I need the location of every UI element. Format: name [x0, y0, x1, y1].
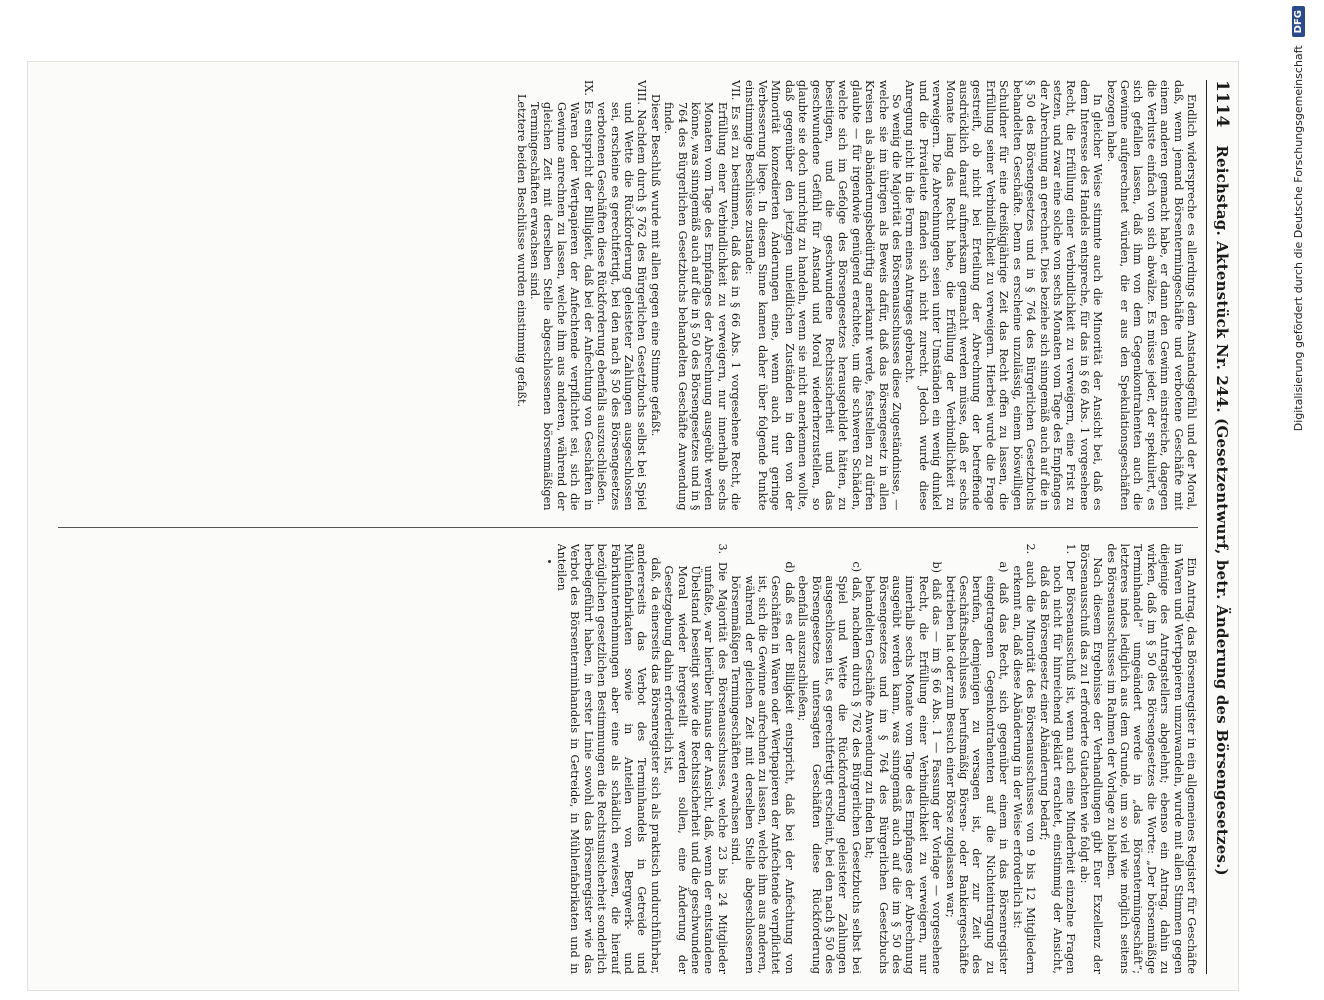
sub-item: a) daß das Recht, sich gegenüber einem in das Börsenregister eingetragenen Gegenkontrahenten auf die Nichteintragung zu berufen, demjenigen zu versagen ist, der zur Zeit des Geschäftsabschlusses berufsmäßig Börsen- oder Bankiergeschäfte betrieben hat oder zum Besuch einer Börse zugelassen war;: [943, 561, 1011, 974]
paragraph: Endlich widerspreche es allerdings dem Anstandsgefühl und der Moral, daß, wenn jemand Börsentermingeschäfte und verbotene Geschäfte mit einem anderen gemacht habe, er dann den Gewinn einstreiche, dagegen die Verluste einfach von sich abwälze. Es müsse jeder, der spekuliert, es sich gefallen lassen, daß ihm von dem Gegenkontrahenten auch die Gewinne aufgerechnet würden, die er aus den Spekulationsgeschäften bezogen habe.: [1104, 80, 1198, 511]
sub-item: d) daß es der Billigkeit entspricht, daß bei der Anfechtung von Geschäften in Waren oder Wertpapieren der Anfechtende verpflichtet ist, sich die Gewinne aufrechnen zu lassen, welche ihm aus anderen, während der gleichen Zeit mit derselben Stelle abgeschlossenen börsenmäßigen Termingeschäften erwachsen sind.: [729, 561, 796, 974]
paragraph: daß, da einerseits das Börsenregister sich als praktisch undurchführbar, andererseits das Verbot des Terminhandels in Getreide und Mühlenfabrikaten sowie in Anteilen von Bergwerk- und Fabrikunternehmungen aber eine als schädlich erwiesen, die hierauf bezüglichen gesetzlichen Bestimmungen die Rechtsunsicherheit sonderlich herbeigeführt haben, in erster Linie sowohl das Börsenregister wie das Verbot des Börsenterminhandels in Getreide, in Mühlenfabrikaten und in Anteilen: [554, 543, 662, 974]
credit-text: Digitalisierung gefördert durch die Deutsche Forschungsgemeinschaft: [1291, 45, 1305, 432]
page-header: [1206, 80, 1232, 974]
numbered-item: 1. Der Börsenausschuß ist, wenn auch eine Minderheit einzelne Fragen noch nicht für hinreichend geklärt erachtet, einstimmig der Ansicht, daß das Börsengesetz einer Abänderung bedarf;: [1037, 543, 1078, 974]
paragraph: So wenig die Majorität des Börsenausschusses diese Zugeständnisse, — welche sie im übrigen als Beweis dafür, daß das Börsengesetz in allen Kreisen als abänderungsbedürftig anerkannt werde, feststellen zu dürfen glaubte — für irgendwie genügend erachtete, um die schweren Schäden, welche sich im Gefolge des Börsengesetzes herausgebildet hätten, zu beseitigen, und die geschwundene Rechtssicherheit und das geschwundene Gefühl für Anstand und Moral wiederherzustellen, so glaubte sie doch unrichtig zu handeln, wenn sie nicht anerkennen wollte, daß gegenüber den jetzigen unleidlichen Zuständen in den von der Minorität konzedierten Änderungen eine, wenn auch nur geringe Verbesserung liege. In diesem Sinne kamen daher über folgende Punkte einstimmige Beschlüsse zustande:: [742, 80, 904, 511]
paragraph: In gleicher Weise stimmte auch die Minorität der Ansicht bei, daß es dem Interesse des Handels entspreche, für das in § 66 Abs. 1 vorgesehene Recht, die Erfüllung einer Verbindlichkeit zu verweigern, eine Frist zu setzen, und zwar eine solche von sechs Monaten vom Tage des Empfanges der Abrechnung an gerechnet. Dies beziehe sich sinngemäß auch auf die in § 50 des Börsengesetzes und in § 764 des Bürgerlichen Gesetzbuchs behandelten Geschäfte. Denn es erscheine unzulässig, einem böswilligen Schuldner für eine dreißigjährige Zeit das Recht offen zu lassen, die Erfüllung seiner Verbindlichkeit zu verweigern. Hierbei wurde die Frage gestreift, ob nicht bei Erteilung der Abrechnung der betreffende ausdrücklich darauf aufmerksam gemacht werden müsse, daß er sechs Monate lang das Recht habe, die Erfüllung der Verbindlichkeit zu verweigern. Die Abrechnungen seien unter Umständen ein wenig dunkel und die Privatleute fänden sich nicht zurecht. Jedoch wurde diese Anregung nicht in die Form eines Antrages gebracht.: [903, 80, 1105, 511]
numbered-item: VII. Es sei zu bestimmen, daß das in § 66 Abs. 1 vorgesehene Recht, die Erfüllung einer Verbindlichkeit zu verweigern, nur innerhalb sechs Monaten vom Tage des Empfanges der Abrechnung ausgeübt werden könne, was sinngemäß auch auf die in § 50 des Börsengesetzes und in § 764 des Bürgerlichen Gesetzbuchs behandelten Geschäfte Anwendung finde.: [662, 80, 743, 511]
scanned-page: [28, 62, 1238, 990]
page-number: 1114: [1212, 80, 1232, 128]
sub-item: b) daß das — im § 66 Abs. 1 — Fassung der Vorlage — vorgesehene Recht, die Erfüllung einer Verbindlichkeit zu verweigern, nur innerhalb sechs Monate vom Tage des Empfanges der Abrechnung ausgeübt werden kann, was sinngemäß auch auf die im § 50 des Börsengesetzes und im § 764 des Bürgerlichen Gesetzbuchs behandelten Geschäfte Anwendung zu finden hat;: [863, 561, 944, 974]
scan-speck: [548, 560, 551, 563]
column-divider: [58, 527, 1198, 528]
paragraph: Letztere beiden Beschlüsse wurden einstimmig gefaßt.: [514, 94, 528, 408]
paragraph: Dieser Beschluß wurde mit allen gegen eine Stimme gefaßt.: [648, 94, 662, 437]
numbered-item: 3. Die Majorität des Börsenausschusses, welche 23 bis 24 Mitglieder umfaßte, war hierüber hinaus der Ansicht, daß, wenn der entstandene Übelstand beseitigt sowie die Rechtssicherheit und die geschwundene Moral wieder hergestellt werden sollen, eine Änderung der Gesetzgebung dahin erforderlich ist,: [662, 543, 729, 974]
sidebar-credit: [1286, 6, 1310, 994]
numbered-item: 2. auch die Minorität des Börsenausschusses von 9 bis 12 Mitgliedern erkennt an, daß diese Abänderung in der Weise erforderlich ist:: [1010, 543, 1038, 974]
sub-item: c) daß, nachdem durch § 762 des Bürgerlichen Gesetzbuchs selbst bei Spiel und Wette die Rückforderung geleisteter Zahlungen ausgeschlossen ist, es gerechtfertigt erscheint, bei den nach § 50 des Börsengesetzes untersagten Geschäften diese Rückforderung ebenfalls auszuschließen;: [796, 561, 863, 974]
numbered-item: IX. Es entspricht der Billigkeit, daß bei der Anfechtung von Geschäften in Waren oder Wertpapieren der Anfechtende verpflichtet sei, sich die Gewinne anrechnen zu lassen, welche ihm aus anderen, während der gleichen Zeit mit derselben Stelle abgeschlossenen börsenmäßigen Termingeschäften erwachsen sind.: [528, 80, 595, 511]
dfg-logo: DFG: [1292, 6, 1305, 37]
numbered-item: VIII. Nachdem durch § 762 des Bürgerlichen Gesetzbuchs selbst bei Spiel und Wette die Rückforderung geleisteter Zahlungen ausgeschlossen sei, erscheine es gerechtfertigt, bei den nach § 50 des Börsengesetzes verbotenen Geschäften diese Rückforderung ebenfalls auszuschließen.: [595, 80, 649, 511]
text-columns: [58, 80, 1198, 974]
paragraph: Ein Antrag, das Börsenregister in ein allgemeines Register für Geschäfte in Waren und Wertpapieren umzuwandeln, wurde mit allen Stimmen gegen diejenige des Antragstellers abgelehnt; ebenso ein Antrag, dahin zu wirken, daß im § 50 des Börsengesetzes die Worte: „Der börsenmäßige Terminhandel“ umgeändert werde in „das Börsentermingeschäft“; letzteres indes lediglich aus dem Grunde, um so viel wie möglich seitens des Börsenausschusses im Rahmen der Vorlage zu bleiben.: [1104, 543, 1198, 974]
right-column: [58, 544, 1198, 975]
paragraph: Nach diesem Ergebnisse der Verhandlungen gibt Euer Exzellenz der Börsenausschuß das zu I erforderte Gutachten wie folgt ab:: [1077, 543, 1105, 974]
running-title: Reichstag. Aktenstück Nr. 244. (Gesetzentwurf, betr. Änderung des Börsengesetzes.): [1213, 145, 1231, 876]
page-rotated: [28, 62, 1238, 990]
left-column: [58, 80, 1198, 511]
